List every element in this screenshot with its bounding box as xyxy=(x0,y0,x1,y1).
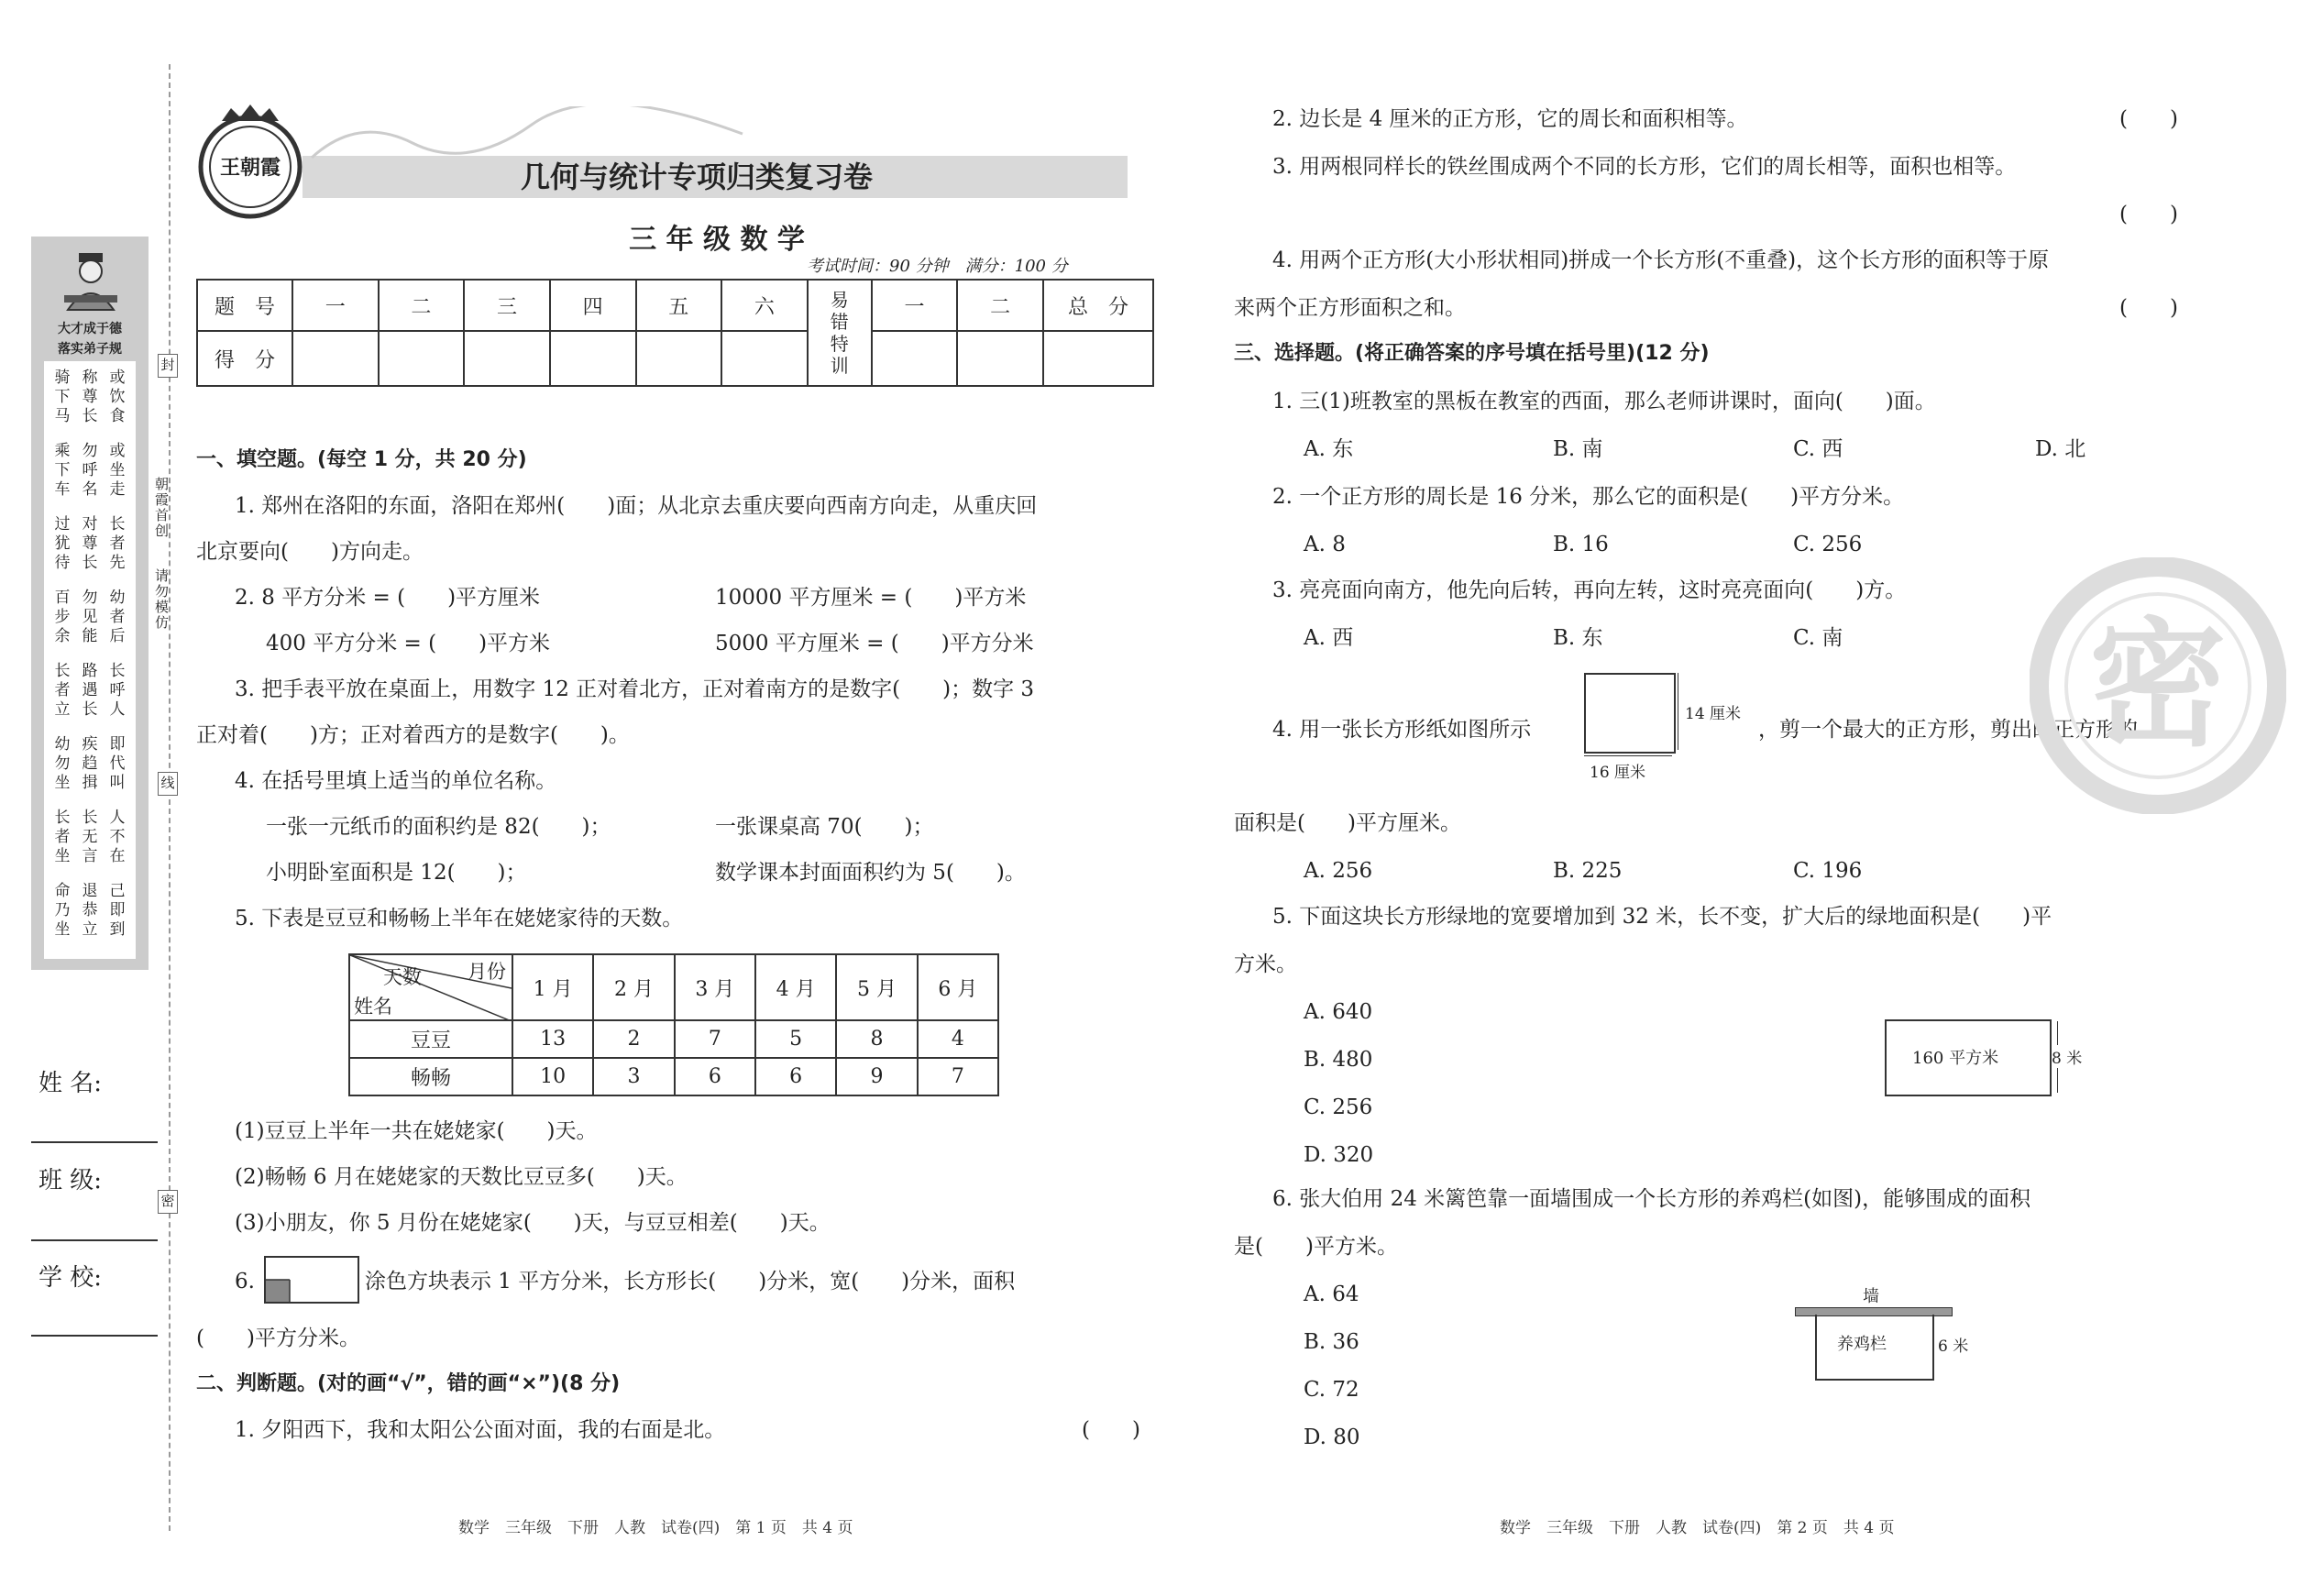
judge-q4-line2: 来两个正方形面积之和。 xyxy=(1234,296,1466,320)
choice-q1-opt-d: D. 北 xyxy=(2035,437,2086,461)
c6-side-label: 6 米 xyxy=(1938,1337,1969,1356)
score-header-cell: 一 xyxy=(292,280,379,331)
month-header: 2 月 xyxy=(593,954,674,1020)
sidebar-motto-panel xyxy=(31,237,149,970)
judge-q4-answer[interactable]: ( ) xyxy=(2119,296,2178,320)
judge-q3: 3. 用两根同样长的铁丝围成两个不同的长方形，它们的周长相等，面积也相等。 xyxy=(1272,155,2017,179)
right-footer: 数学 三年级 下册 人教 试卷(四) 第 2 页 共 4 页 xyxy=(1500,1519,1895,1537)
judge-q1: 1. 夕阳西下，我和太阳公公面对面，我的右面是北。 xyxy=(235,1418,726,1442)
sidebar-motto-1: 大才成于德 xyxy=(58,322,122,336)
choice-q5-opt-b: B. 480 xyxy=(1304,1048,1373,1072)
choice-q4-pre: 4. 用一张长方形纸如图所示 xyxy=(1272,718,1532,742)
choice-q5-opt-c: C. 256 xyxy=(1304,1095,1373,1119)
choice-q6-opt-d: D. 80 xyxy=(1304,1425,1360,1449)
choice-q5-opt-a: A. 640 xyxy=(1304,1000,1373,1024)
days-table-corner xyxy=(349,954,512,1020)
judge-q2: 2. 边长是 4 厘米的正方形，它的周长和面积相等。 xyxy=(1272,107,1748,131)
scholar-figure-icon xyxy=(59,249,123,314)
choice-q2-opt-b: B. 16 xyxy=(1553,533,1609,556)
q4-c: 小明卧室面积是 12( )； xyxy=(266,861,527,885)
brand-logo xyxy=(194,103,306,222)
q4-d: 数学课本封面面积约为 5( )。 xyxy=(715,861,1026,885)
choice-q3-opt-c: C. 南 xyxy=(1793,626,1843,650)
choice-q5-line1: 5. 下面这块长方形绿地的宽要增加到 32 米，长不变，扩大后的绿地面积是( )平 xyxy=(1272,905,2052,929)
score-header-total: 总 分 xyxy=(1043,280,1153,331)
q5-3: (3)小朋友，你 5 月份在姥姥家( )天，与豆豆相差( )天。 xyxy=(235,1211,831,1235)
month-header: 6 月 xyxy=(918,954,998,1020)
day-cell: 7 xyxy=(918,1058,998,1095)
exam-info: 考试时间：90 分钟 满分：100 分 xyxy=(807,257,1068,276)
sidebar-verse-phrase: 勿呼名 xyxy=(82,442,98,499)
sidebar-verse-phrase: 或坐走 xyxy=(109,442,126,499)
sidebar-motto-2: 落实弟子规 xyxy=(58,342,122,357)
section2-heading: 二、判断题。(对的画“√”，错的画“×”)(8 分) xyxy=(196,1372,621,1395)
choice-q1-opt-a: A. 东 xyxy=(1304,437,1354,461)
day-cell: 5 xyxy=(755,1020,836,1058)
margin-dashed-line xyxy=(169,64,171,1531)
c6-pen-label: 养鸡栏 xyxy=(1837,1335,1887,1354)
choice-q6-opt-b: B. 36 xyxy=(1304,1330,1359,1354)
c4-rect-figure xyxy=(1580,669,1742,782)
choice-q3-opt-b: B. 东 xyxy=(1553,626,1603,650)
q3-line2: 正对着( )方；正对着西方的是数字( )。 xyxy=(196,723,630,747)
section1-heading: 一、填空题。(每空 1 分，共 20 分) xyxy=(196,448,527,471)
q6-grid-figure xyxy=(264,1256,359,1307)
c4-width-label: 16 厘米 xyxy=(1590,764,1646,782)
days-table xyxy=(348,953,999,1096)
ribbon-decor xyxy=(303,106,761,161)
score-cell[interactable] xyxy=(1043,331,1153,386)
q2-a: 2. 8 平方分米 = ( )平方厘米 xyxy=(235,586,541,610)
name-field[interactable] xyxy=(31,1141,158,1143)
month-header: 5 月 xyxy=(836,954,917,1020)
month-header: 1 月 xyxy=(512,954,593,1020)
choice-q4-post: ，剪一个最大的正方形，剪出的正方形的 xyxy=(1758,718,2138,742)
score-cell[interactable] xyxy=(292,331,379,386)
score-cell[interactable] xyxy=(379,331,465,386)
corner-days: 天数 xyxy=(383,966,422,988)
sidebar-verse-phrase: 幼者后 xyxy=(109,589,126,645)
q6-number: 6. xyxy=(235,1270,255,1293)
corner-month: 月份 xyxy=(468,961,506,983)
day-cell: 13 xyxy=(512,1020,593,1058)
brand-logo-text: 王朝霞 xyxy=(219,157,281,180)
side-note-2: 请勿模仿 xyxy=(153,568,170,631)
judge-q3-answer[interactable]: ( ) xyxy=(2119,203,2178,226)
c5-side-label: 8 米 xyxy=(2052,1045,2082,1068)
choice-q1-opt-b: B. 南 xyxy=(1553,437,1603,461)
c4-height-label: 14 厘米 xyxy=(1685,705,1742,723)
name-label: 姓 名: xyxy=(39,1070,103,1097)
class-field[interactable] xyxy=(31,1239,158,1241)
sidebar-verse-phrase: 即代叫 xyxy=(109,735,126,792)
choice-q5-line2: 方米。 xyxy=(1234,952,1297,976)
sidebar-verse-phrase: 长无言 xyxy=(82,809,98,865)
table-row xyxy=(349,1058,998,1095)
day-cell: 7 xyxy=(675,1020,755,1058)
page-title: 几何与统计专项归类复习卷 xyxy=(520,160,873,194)
score-row-label: 得 分 xyxy=(197,331,292,386)
c5-rect-figure xyxy=(1885,1019,2083,1098)
day-cell: 6 xyxy=(755,1058,836,1095)
seal-word-2: 线 xyxy=(158,772,178,796)
day-cell: 2 xyxy=(593,1020,674,1058)
choice-q2-opt-c: C. 256 xyxy=(1793,533,1863,556)
score-header-cell: 一 xyxy=(872,280,958,331)
day-cell: 4 xyxy=(918,1020,998,1058)
confidential-stamp-icon xyxy=(2030,557,2286,814)
left-footer: 数学 三年级 下册 人教 试卷(四) 第 1 页 共 4 页 xyxy=(458,1519,853,1537)
c6-pen-figure xyxy=(1793,1283,1976,1384)
class-label: 班 级: xyxy=(39,1167,103,1194)
sidebar-verse-phrase: 百步余 xyxy=(54,589,71,645)
score-cell[interactable] xyxy=(721,331,808,386)
month-header: 3 月 xyxy=(675,954,755,1020)
score-header-label: 题 号 xyxy=(197,280,292,331)
score-table xyxy=(196,279,1154,387)
sidebar-verse-phrase: 长者先 xyxy=(109,515,126,572)
row-name: 畅畅 xyxy=(349,1058,512,1095)
c4-rect xyxy=(1584,673,1676,754)
score-cell[interactable] xyxy=(550,331,636,386)
seal-word-1: 封 xyxy=(158,354,178,378)
school-field[interactable] xyxy=(31,1335,158,1337)
q2-b: 10000 平方厘米 = ( )平方米 xyxy=(715,586,1027,610)
q3-line1: 3. 把手表平放在桌面上，用数字 12 正对着北方，正对着南方的是数字( )；数字 3 xyxy=(235,677,1035,701)
day-cell: 6 xyxy=(675,1058,755,1095)
q4-b: 一张课桌高 70( )； xyxy=(715,815,934,839)
choice-q4-opt-a: A. 256 xyxy=(1304,859,1373,883)
score-header-cell: 二 xyxy=(957,280,1043,331)
sidebar-verse-phrase: 对尊长 xyxy=(82,515,98,572)
q1-line1: 1. 郑州在洛阳的东面，洛阳在郑州( )面；从北京去重庆要向西南方向走，从重庆回 xyxy=(235,494,1038,518)
day-cell: 3 xyxy=(593,1058,674,1095)
q5-1: (1)豆豆上半年一共在姥姥家( )天。 xyxy=(235,1119,598,1143)
sidebar-verse-phrase: 称尊长 xyxy=(82,369,98,425)
sidebar-verse-phrase: 或饮食 xyxy=(109,369,126,425)
sidebar-verse-phrase: 长者立 xyxy=(54,662,71,719)
day-cell: 10 xyxy=(512,1058,593,1095)
sidebar-verse-phrase: 路遇长 xyxy=(82,662,98,719)
q5-2: (2)畅畅 6 月在姥姥家的天数比豆豆多( )天。 xyxy=(235,1165,688,1189)
choice-q6-line1: 6. 张大伯用 24 米篱笆靠一面墙围成一个长方形的养鸡栏(如图)，能够围成的面积 xyxy=(1272,1187,2031,1211)
q6-line1: 涂色方块表示 1 平方分米，长方形长( )分米，宽( )分米，面积 xyxy=(365,1270,1016,1293)
month-header: 4 月 xyxy=(755,954,836,1020)
choice-q2-opt-a: A. 8 xyxy=(1304,533,1346,556)
sidebar-verse-phrase: 人不在 xyxy=(109,809,126,865)
choice-q4-opt-b: B. 225 xyxy=(1553,859,1623,883)
score-header-cell: 六 xyxy=(721,280,808,331)
score-cell[interactable] xyxy=(464,331,550,386)
c6-wall-label: 墙 xyxy=(1863,1287,1879,1306)
choice-q2: 2. 一个正方形的周长是 16 分米，那么它的面积是( )平方分米。 xyxy=(1272,485,1905,509)
score-header-cell: 三 xyxy=(464,280,550,331)
section3-heading: 三、选择题。(将正确答案的序号填在括号里)(12 分) xyxy=(1234,342,1710,365)
c4-width-arrow xyxy=(1584,755,1672,756)
seal-word-3: 密 xyxy=(158,1190,178,1214)
score-header-cell: 四 xyxy=(550,280,636,331)
q2-c: 400 平方分米 = ( )平方米 xyxy=(266,632,551,655)
choice-q5-opt-d: D. 320 xyxy=(1304,1143,1374,1167)
error-training-label: 易错特训 xyxy=(830,289,849,377)
score-cell[interactable] xyxy=(872,331,958,386)
sidebar-verse-phrase: 幼勿坐 xyxy=(54,735,71,792)
choice-q6-line2: 是( )平方米。 xyxy=(1234,1235,1398,1259)
stamp-char: 密 xyxy=(2088,606,2227,765)
choice-q6-opt-c: C. 72 xyxy=(1304,1378,1359,1402)
choice-q1-opt-c: C. 西 xyxy=(1793,437,1843,461)
q6-line2: ( )平方分米。 xyxy=(196,1326,360,1350)
sidebar-verse-phrase: 命乃坐 xyxy=(54,882,71,939)
judge-q2-answer[interactable]: ( ) xyxy=(2119,107,2178,131)
score-header-cell: 二 xyxy=(379,280,465,331)
choice-q4-line2: 面积是( )平方厘米。 xyxy=(1234,811,1461,835)
choice-q3-opt-a: A. 西 xyxy=(1304,626,1354,650)
score-header-cell: 五 xyxy=(636,280,722,331)
sidebar-verse-box xyxy=(44,361,136,959)
score-cell[interactable] xyxy=(957,331,1043,386)
sidebar-verse-phrase: 骑下马 xyxy=(54,369,71,425)
sidebar-verse-phrase: 长呼人 xyxy=(109,662,126,719)
q2-d: 5000 平方厘米 = ( )平方分米 xyxy=(715,632,1034,655)
c5-area-label: 160 平方米 xyxy=(1912,1049,1999,1068)
choice-q1: 1. 三(1)班教室的黑板在教室的西面，那么老师讲课时，面向( )面。 xyxy=(1272,390,1936,413)
q4: 4. 在括号里填上适当的单位名称。 xyxy=(235,769,557,793)
judge-q1-answer[interactable]: ( ) xyxy=(1082,1418,1140,1442)
score-header-error-training xyxy=(808,280,872,386)
day-cell: 8 xyxy=(836,1020,917,1058)
q4-a: 一张一元纸币的面积约是 82( )； xyxy=(266,815,611,839)
sidebar-verse-phrase: 退恭立 xyxy=(82,882,98,939)
choice-q3: 3. 亮亮面向南方，他先向后转，再向左转，这时亮亮面向( )方。 xyxy=(1272,578,1907,602)
q5: 5. 下表是豆豆和畅畅上半年在姥姥家待的天数。 xyxy=(235,907,684,930)
row-name: 豆豆 xyxy=(349,1020,512,1058)
side-note-1: 朝霞首创 xyxy=(153,477,170,539)
score-cell[interactable] xyxy=(636,331,722,386)
choice-q4-opt-c: C. 196 xyxy=(1793,859,1863,883)
sidebar-verse-phrase: 过犹待 xyxy=(54,515,71,572)
page-subtitle: 三 年 级 数 学 xyxy=(629,224,805,256)
corner-name: 姓名 xyxy=(354,996,392,1018)
school-label: 学 校: xyxy=(39,1264,103,1292)
sidebar-verse-phrase: 乘下车 xyxy=(54,442,71,499)
q1-line2: 北京要向( )方向走。 xyxy=(196,540,424,564)
sidebar-verse-phrase: 勿见能 xyxy=(82,589,98,645)
table-row xyxy=(349,1020,998,1058)
sidebar-verse-phrase: 疾趋揖 xyxy=(82,735,98,792)
choice-q6-opt-a: A. 64 xyxy=(1304,1282,1359,1306)
sidebar-verse-phrase: 长者坐 xyxy=(54,809,71,865)
judge-q4-line1: 4. 用两个正方形(大小形状相同)拼成一个长方形(不重叠)，这个长方形的面积等于原 xyxy=(1272,248,2050,272)
sidebar-verse-phrase: 己即到 xyxy=(109,882,126,939)
day-cell: 9 xyxy=(836,1058,917,1095)
